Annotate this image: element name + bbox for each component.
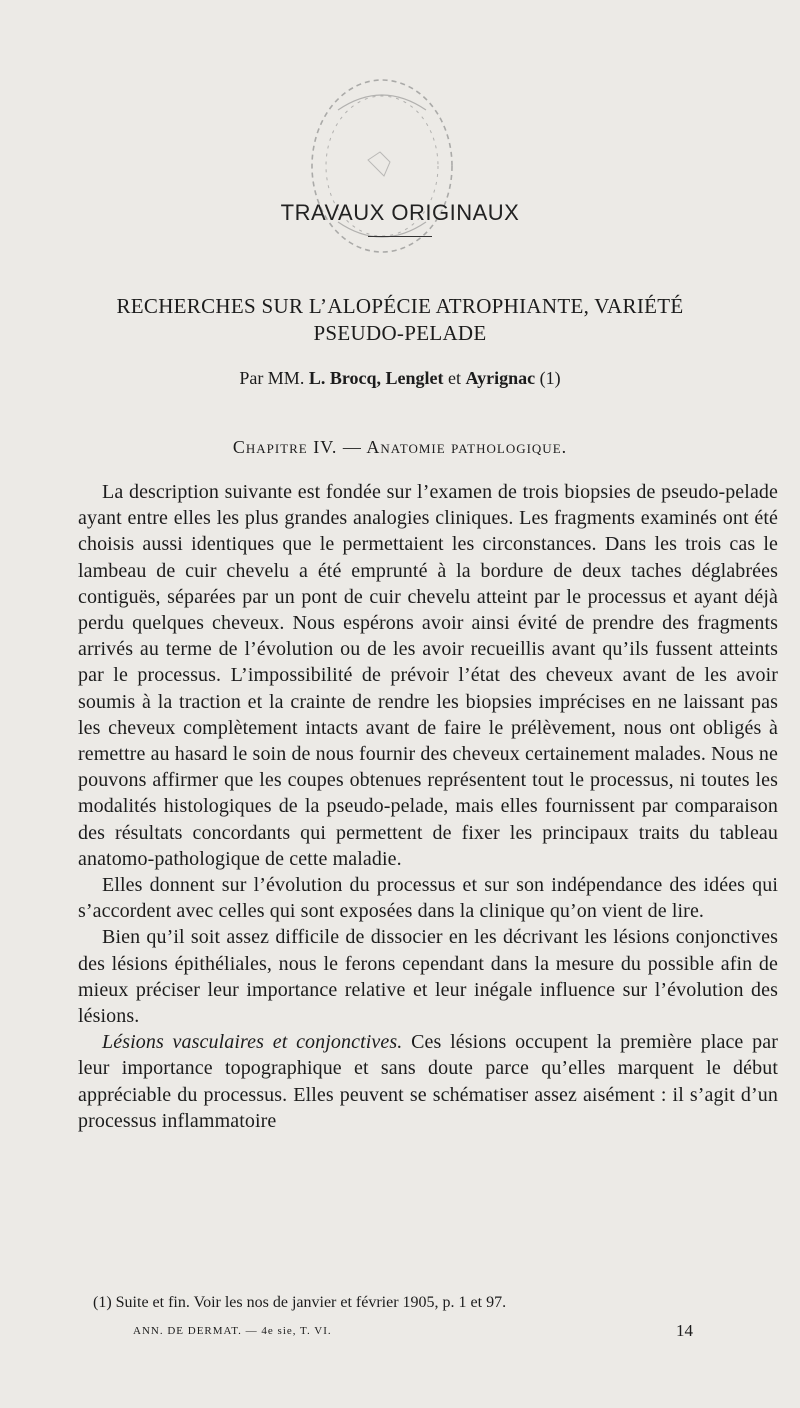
author-name: L. Brocq, (308, 368, 382, 388)
paragraph: Bien qu’il soit assez difficile de dissocier en les décrivant les lésions conjonctives des lésions épithéliales, nous le ferons cependant dans la mesure du possible afin de mieux préciser leur importance relative et leur inégale influence sur l’évolution des lésions. (78, 926, 778, 1028)
chapter-heading: Chapitre IV. — Anatomie pathologique. (232, 437, 568, 457)
subheading-italic: Lésions vasculaires et conjonctives. (102, 1031, 403, 1054)
article-title: RECHERCHES SUR L’ALOPÉCIE ATROPHIANTE, VARIÉTÉ PSEUDO-PELADE (116, 294, 684, 345)
author-name: Lenglet (385, 368, 444, 388)
byline (0, 368, 800, 389)
header-rule (368, 236, 432, 237)
paragraph (78, 1029, 778, 1134)
journal-reference: ANN. DE DERMAT. — 4e sie, T. VI. (133, 1325, 332, 1337)
paragraph: Elles donnent sur l’évolution du processus et sur son indépendance des idées qui s’accordent avec celles qui sont exposées dans la clinique qu’on vient de lire. (78, 874, 778, 923)
footnote: (1) Suite et fin. Voir les nos de janvier et février 1905, p. 1 et 97. (93, 1294, 507, 1311)
library-stamp-icon (298, 70, 466, 270)
section-header: TRAVAUX ORIGINAUX (280, 200, 520, 225)
byline-conjunction: et (448, 368, 462, 388)
author-name: Ayrignac (465, 368, 536, 388)
paragraph-text: Ces lésions occupent la première place par leur importance topographique et sans doute parce qu’elles marquent le début appréciable du processus. Elles peuvent se schématiser assez aisément : il s’agit d’un processus inflammatoire (78, 1031, 778, 1132)
byline-prefix: Par MM. (239, 368, 305, 388)
body-text (78, 479, 778, 1134)
page-number: 14 (676, 1321, 693, 1340)
footnote-reference: (1) (539, 368, 561, 388)
paragraph: La description suivante est fondée sur l’examen de trois biopsies de pseudo-pelade ayant entre elles les plus grandes analogies cliniques. Les fragments examinés ont été choisis aussi identiques que le permettaient les circonstances. Dans les trois cas le lambeau de cuir chevelu a été emprunté à la bordure de deux taches déglabrées contiguës, séparées par un pont de cuir chevelu atteint par le processus et ayant déjà perdu quelques cheveux. Nous espérons avoir ainsi évité de prendre des fragments arrivés au terme de l’évolution ou de les avoir recueillis avant qu’ils fussent atteints par le processus. L’impossibilité de prévoir l’état des cheveux avant de les avoir soumis à la traction et la crainte de rendre les biopsies imprécises en ne laissant pas les cheveux complètement intacts avant de faire le prélèvement, nous ont obligés à remettre au hasard le soin de nous fournir des cheveux certainement malades. Nous ne pouvons affirmer que les coupes obtenues représentent tout le processus, ni toutes les modalités histologiques de la pseudo-pelade, mais elles fournissent par comparaison des résultats concordants qui permettent de fixer les principaux traits du tableau anatomo-pathologique de cette maladie. (78, 481, 778, 870)
